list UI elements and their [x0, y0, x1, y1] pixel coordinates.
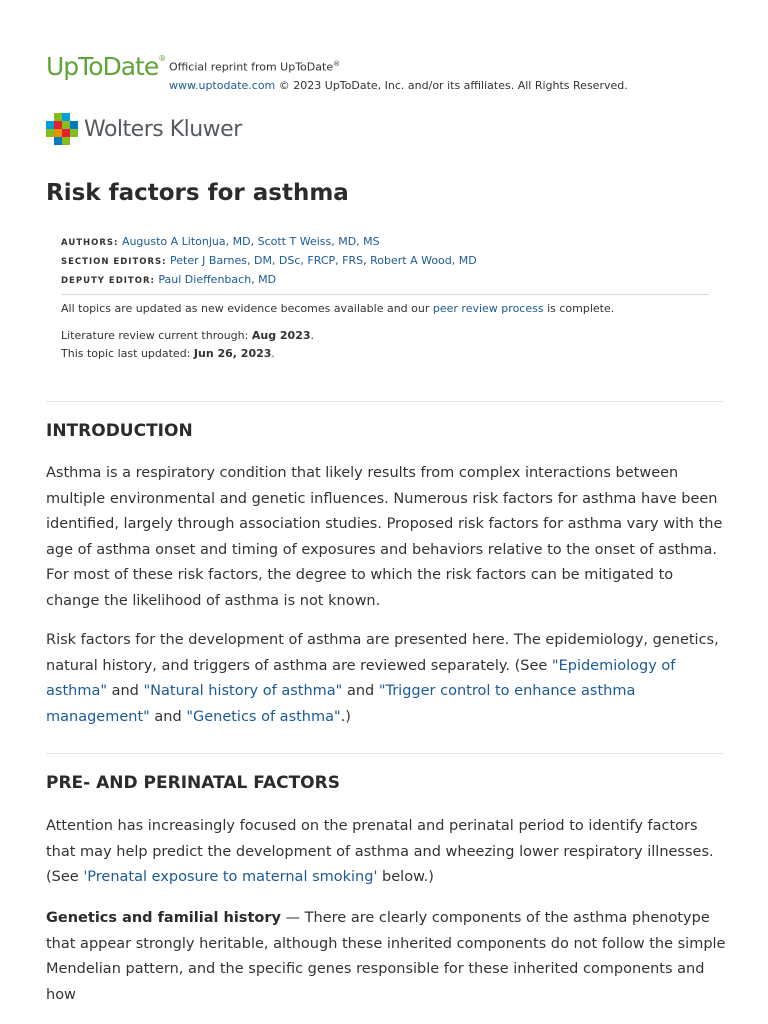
reprint-mark: ®: [333, 60, 341, 68]
uptodate-logo: [46, 52, 166, 81]
copyright-text: © 2023 UpToDate, Inc. and/or its affiliates. All Rights Reserved.: [278, 78, 628, 92]
deputy-editor-row: [61, 271, 477, 290]
lit-review-date: Aug 2023: [251, 329, 311, 342]
section-editor-link-barnes[interactable]: Peter J Barnes, DM, DSc, FRCP, FRS: [170, 254, 364, 267]
uptodate-logo-text: UpToDate: [46, 52, 159, 81]
intro-p2-text: Risk factors for the development of asthma are presented here. The epidemiology, genetics, natural history, and triggers of asthma are reviewed separately. (See: [46, 632, 719, 674]
reprint-line: Official reprint from UpToDate: [169, 60, 334, 74]
section-heading-perinatal: PRE- AND PERINATAL FACTORS: [46, 773, 340, 793]
intro-paragraph-2: [46, 628, 726, 730]
section-editor-link-wood[interactable]: Robert A Wood, MD: [370, 254, 477, 267]
lit-review-label: Literature review current through:: [61, 329, 249, 342]
authors-row: AUTHORS: Augusto A Litonjua, MD, Scott T Weiss, MD, MS: [61, 235, 380, 248]
link-epidemiology[interactable]: "Epidemiology of asthma": [46, 657, 676, 699]
editor-list: [61, 233, 477, 290]
wolters-kluwer-logo: [46, 113, 242, 145]
link-prenatal-smoking[interactable]: 'Prenatal exposure to maternal smoking': [83, 869, 378, 885]
intro-paragraph-1: Asthma is a respiratory condition that likely results from complex interactions between multiple environmental and genetic influences. Numerous risk factors for asthma have been identified, largely through association studies. Proposed risk factors for asthma vary with the age of asthma onset and timing of exposures and behaviors relative to the onset of asthma. For most of these risk factors, the degree to which the risk factors can be mitigated to change the likelihood of asthma is not known.: [46, 465, 723, 609]
intro-p2-end: .): [340, 708, 351, 725]
peer-review-link[interactable]: peer review process: [432, 302, 544, 315]
genetics-heading: Genetics and familial history: [46, 910, 281, 926]
review-dates: Literature review current through: Aug 2023. This topic last updated: Jun 26, 2023.: [61, 329, 315, 360]
publisher-name: Wolters Kluwer: [84, 116, 242, 142]
genetics-text: — There are clearly components of the asthma phenotype that appear strongly heritable, although these inherited components do not follow the simple Mendelian pattern, and the specific genes responsible for these inherited components and how: [46, 910, 726, 1003]
reprint-info: [169, 55, 628, 95]
wolters-kluwer-icon: [46, 113, 78, 145]
link-genetics[interactable]: "Genetics of asthma": [186, 708, 341, 725]
page-title: Risk factors for asthma: [46, 180, 349, 206]
perinatal-p1-text: Attention has increasingly focused on the prenatal and perinatal period to identify factors that may help predict the development of asthma and wheezing lower respiratory illnesses. (See: [46, 818, 714, 885]
conj-and-2: and: [346, 683, 375, 699]
section-divider: [46, 753, 724, 754]
conj-and-1: and: [111, 683, 139, 699]
update-note-text: All topics are updated as new evidence becomes available and our: [61, 302, 430, 315]
genetics-paragraph: [46, 906, 726, 1008]
update-note: [61, 302, 614, 315]
deputy-editor-label: DEPUTY EDITOR:: [61, 276, 155, 286]
author-link-litonjua[interactable]: Augusto A Litonjua, MD: [121, 235, 251, 248]
section-divider: [46, 401, 724, 402]
site-link[interactable]: www.uptodate.com: [169, 78, 276, 92]
conj-and-3: and: [154, 708, 182, 725]
section-editors-label: SECTION EDITORS:: [61, 257, 167, 267]
section-heading-introduction: INTRODUCTION: [46, 421, 193, 441]
link-trigger-control[interactable]: "Trigger control to enhance asthma management": [46, 683, 636, 725]
perinatal-p1-end: below.): [382, 869, 434, 885]
perinatal-paragraph-1: [46, 814, 726, 891]
editor-divider: [61, 294, 709, 295]
link-natural-history[interactable]: "Natural history of asthma": [143, 683, 343, 699]
last-updated-label: This topic last updated:: [61, 347, 191, 360]
authors-label: AUTHORS:: [61, 238, 119, 248]
deputy-editor-link[interactable]: Paul Dieffenbach, MD: [158, 273, 277, 286]
author-link-weiss[interactable]: Scott T Weiss, MD, MS: [257, 235, 380, 248]
update-note-end: is complete.: [547, 302, 615, 315]
section-editors-row: SECTION EDITORS: Peter J Barnes, DM, DSc, FRCP, FRS, Robert A Wood, MD: [61, 254, 477, 267]
uptodate-logo-mark: ®: [158, 54, 167, 63]
last-updated-date: Jun 26, 2023: [193, 347, 272, 360]
